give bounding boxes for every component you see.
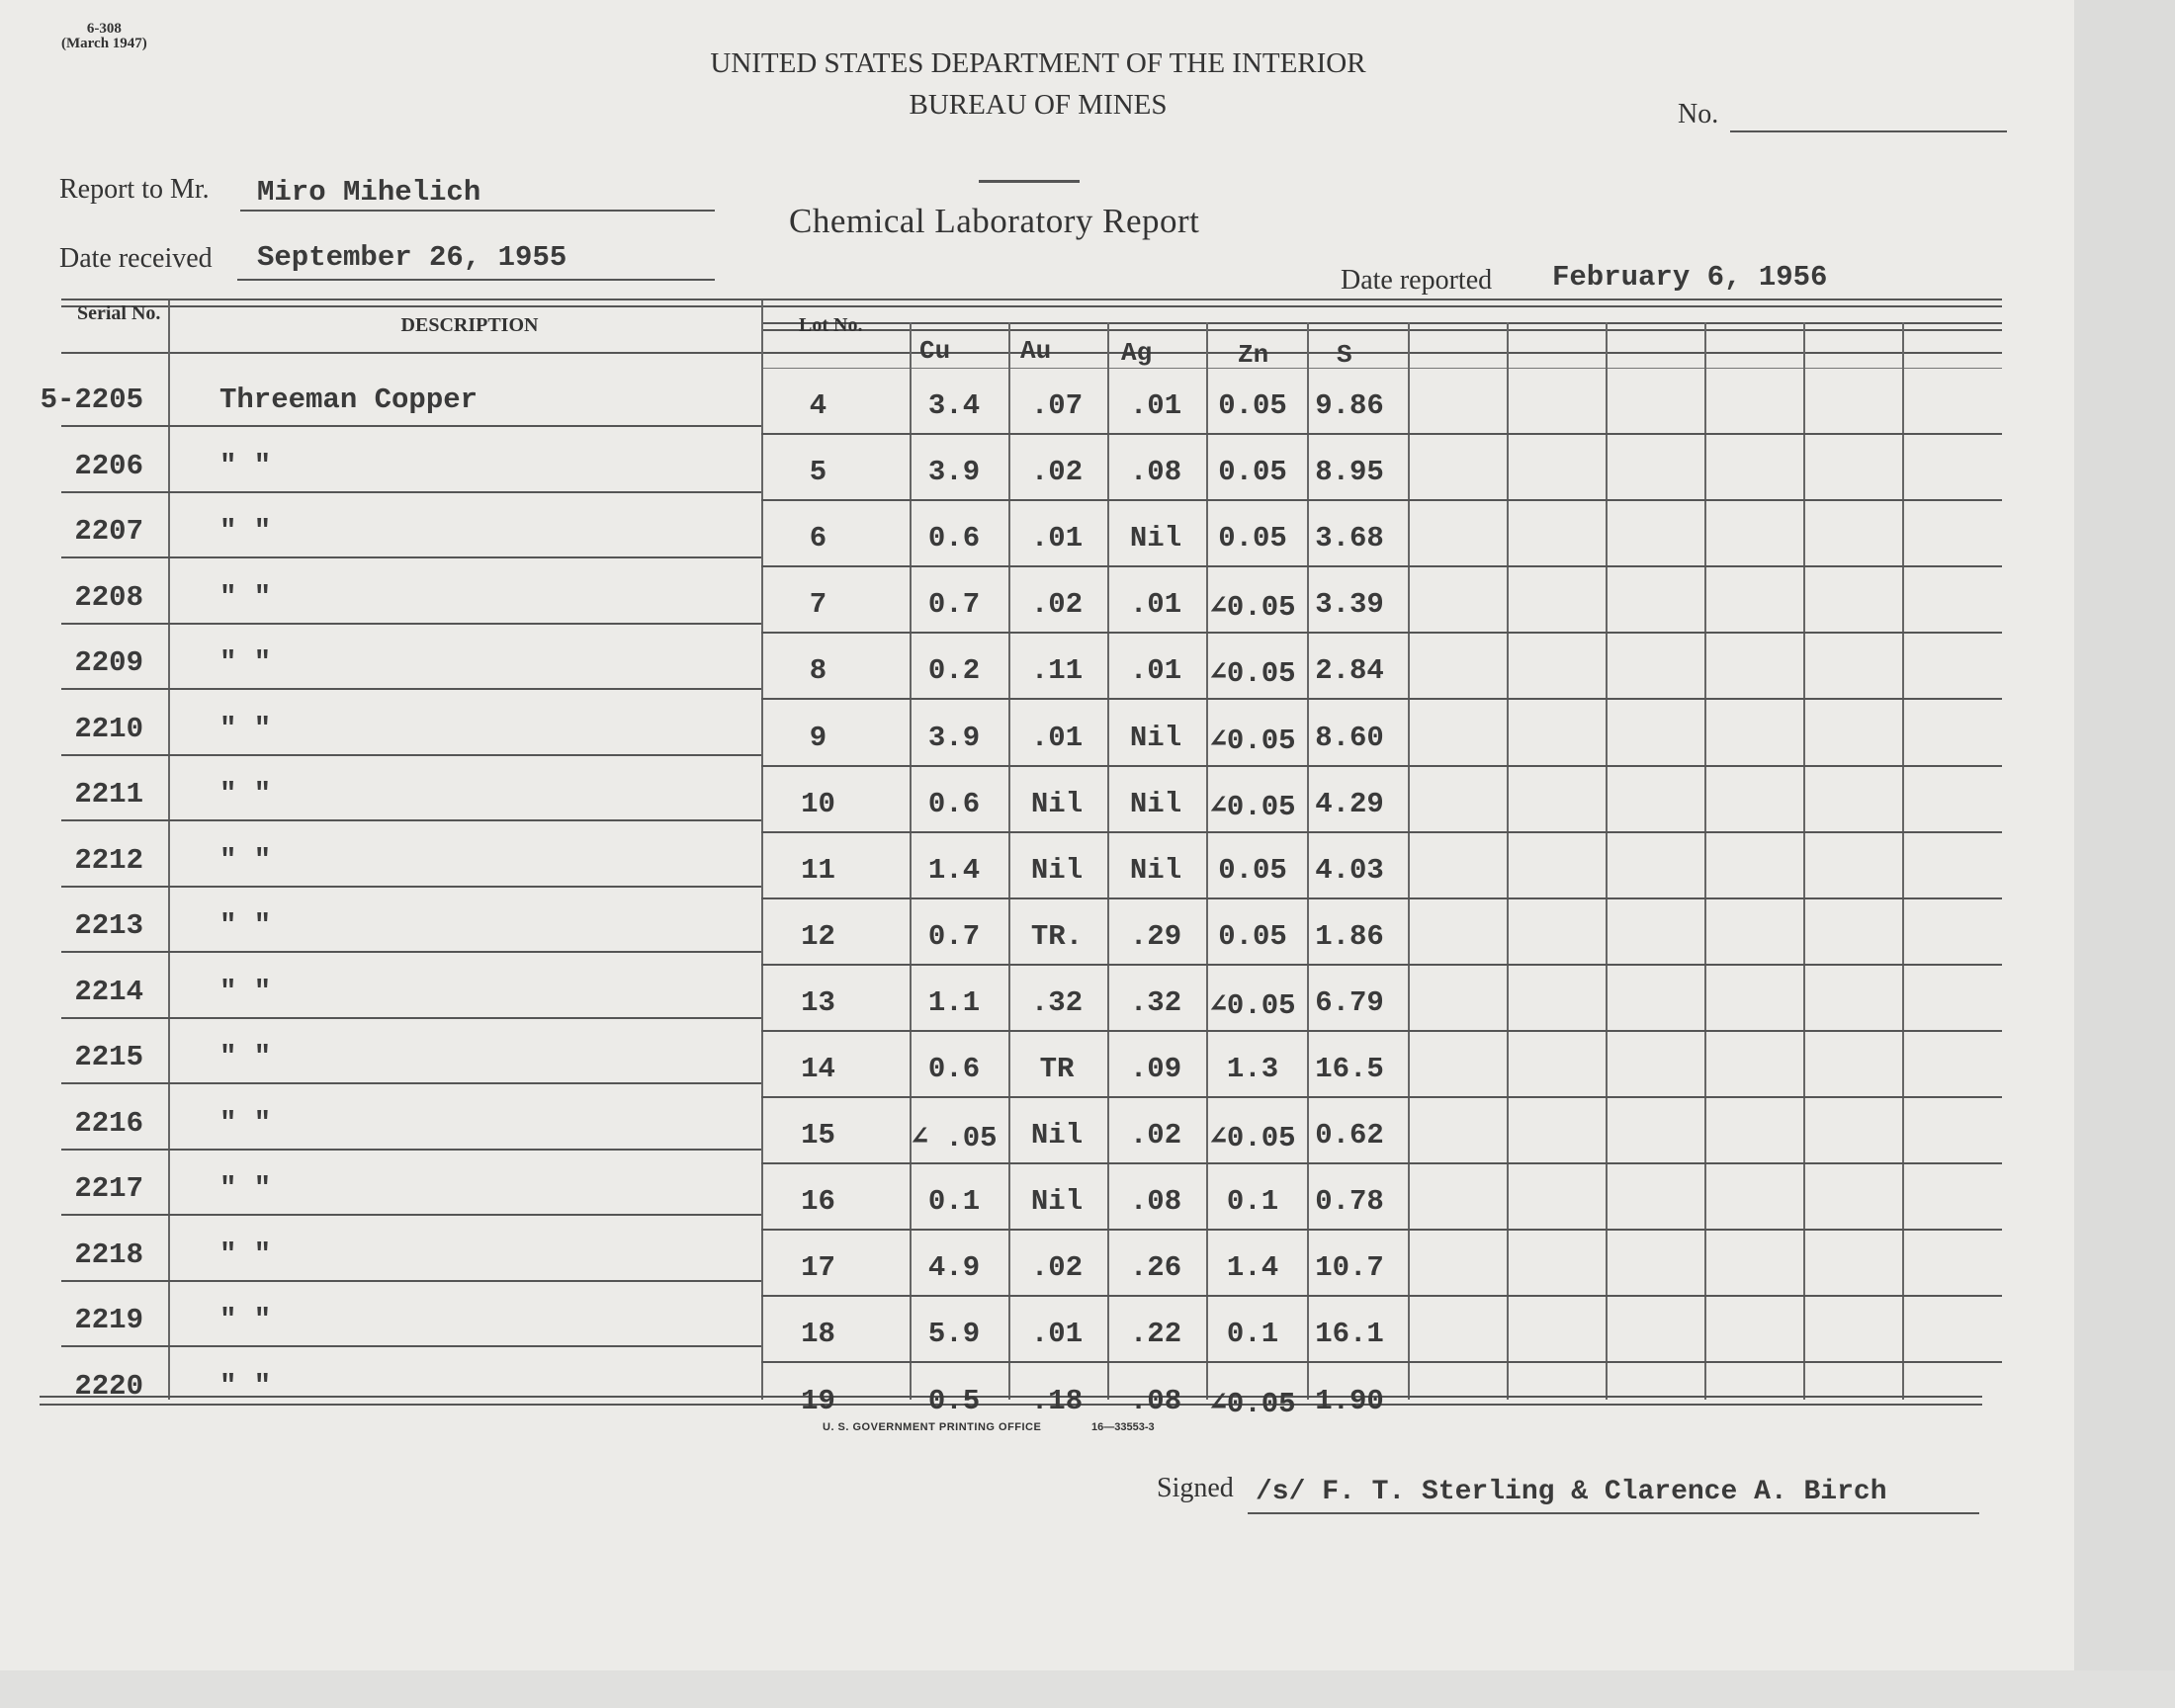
cell-ag: .01 — [1129, 654, 1182, 688]
row-rule-right — [761, 1162, 2002, 1164]
cell-description: " " — [219, 712, 272, 745]
cell-ag: .22 — [1129, 1318, 1182, 1351]
cell-cu: 0.5 — [927, 1384, 981, 1417]
cell-zn: 0.05 — [1218, 522, 1287, 555]
row-rule-left — [61, 1149, 761, 1151]
cell-au: .01 — [1030, 721, 1084, 754]
cell-serial: 2219 — [74, 1304, 143, 1336]
cell-au: TR — [1039, 1053, 1075, 1085]
cell-description: " " — [219, 515, 272, 548]
cell-description: " " — [219, 449, 272, 482]
cell-s: 3.68 — [1315, 522, 1384, 555]
date-reported-value: February 6, 1956 — [1552, 261, 1828, 294]
title-rule — [979, 180, 1080, 183]
col-divider-blank-2 — [1606, 322, 1608, 1400]
date-reported-label: Date reported — [1341, 265, 1493, 296]
cell-au: Nil — [1030, 853, 1084, 887]
row-rule-right — [761, 499, 2002, 501]
cell-s: 8.60 — [1315, 721, 1384, 754]
cell-au: Nil — [1030, 1185, 1084, 1219]
cell-lot: 10 — [801, 787, 835, 820]
cell-au: .02 — [1030, 456, 1084, 489]
cell-au: .02 — [1030, 1251, 1084, 1285]
cell-au: .32 — [1030, 985, 1084, 1019]
cell-ag: .01 — [1129, 588, 1182, 622]
cell-lot: 14 — [801, 1053, 835, 1085]
cell-au: TR. — [1030, 919, 1084, 953]
row-rule-right — [761, 1361, 2002, 1363]
header-au: Au — [1020, 336, 1052, 366]
cell-ag: .01 — [1129, 389, 1182, 422]
cell-serial: 2211 — [74, 778, 143, 811]
form-edition: (March 1947) — [61, 36, 147, 51]
report-title: Chemical Laboratory Report — [789, 202, 1200, 240]
cell-lot: 18 — [801, 1318, 835, 1351]
col-divider-blank-4 — [1803, 322, 1805, 1400]
cell-description: " " — [219, 1238, 272, 1271]
cell-cu: 0.6 — [927, 787, 981, 820]
cell-serial: 2220 — [74, 1369, 143, 1403]
header-bottom-rule-right — [761, 368, 2002, 369]
col-divider-description — [761, 300, 763, 1400]
cell-ag: Nil — [1129, 853, 1182, 887]
row-rule-left — [61, 951, 761, 953]
report-to-value: Miro Mihelich — [257, 176, 481, 209]
row-rule-left — [61, 1345, 761, 1347]
header-zn: Zn — [1238, 340, 1269, 370]
cell-lot: 19 — [801, 1384, 835, 1417]
cell-zn: 1.3 — [1226, 1053, 1279, 1085]
cell-au: Nil — [1030, 1119, 1084, 1153]
signed-label: Signed — [1157, 1473, 1234, 1503]
cell-zn: ∠0.05 — [1209, 1122, 1296, 1155]
cell-ag: Nil — [1129, 787, 1182, 820]
cell-ag: .29 — [1129, 919, 1182, 953]
cell-zn: 0.05 — [1218, 389, 1287, 422]
header-serial-no: Serial No. — [77, 302, 161, 324]
cell-lot: 7 — [809, 588, 827, 622]
report-to-line — [240, 210, 715, 212]
cell-description: " " — [219, 1369, 272, 1403]
cell-serial: 2208 — [74, 580, 143, 614]
cell-cu: 0.6 — [927, 1053, 981, 1085]
cell-au: .07 — [1030, 389, 1084, 422]
cell-cu: 0.2 — [927, 654, 981, 688]
cell-au: .01 — [1030, 1318, 1084, 1351]
row-rule-right — [761, 765, 2002, 767]
cell-lot: 11 — [801, 853, 835, 887]
col-divider-serial — [168, 300, 170, 1400]
cell-ag: .08 — [1129, 1384, 1182, 1417]
cell-s: 4.03 — [1315, 853, 1384, 887]
cell-cu: 0.1 — [927, 1185, 981, 1219]
cell-lot: 17 — [801, 1251, 835, 1285]
cell-description: " " — [219, 778, 272, 811]
col-divider-blank-5 — [1902, 322, 1904, 1400]
cell-au: Nil — [1030, 787, 1084, 820]
header-s: S — [1337, 340, 1352, 370]
row-rule-right — [761, 1030, 2002, 1032]
cell-zn: ∠0.05 — [1209, 790, 1296, 823]
no-field-line — [1730, 130, 2007, 132]
cell-zn: 0.05 — [1218, 456, 1287, 489]
cell-au: .02 — [1030, 588, 1084, 622]
cell-description: Threeman Copper — [219, 384, 478, 416]
cell-ag: .32 — [1129, 985, 1182, 1019]
cell-s: 6.79 — [1315, 985, 1384, 1019]
cell-cu: 0.7 — [927, 588, 981, 622]
cell-cu: 4.9 — [927, 1251, 981, 1285]
bureau-name: BUREAU OF MINES — [909, 89, 1168, 121]
cell-description: " " — [219, 580, 272, 614]
cell-s: 3.39 — [1315, 588, 1384, 622]
cell-au: .01 — [1030, 522, 1084, 555]
header-ag: Ag — [1121, 338, 1153, 368]
cell-s: 8.95 — [1315, 456, 1384, 489]
cell-cu: 0.7 — [927, 919, 981, 953]
cell-s: 1.86 — [1315, 919, 1384, 953]
printer-imprint: U. S. GOVERNMENT PRINTING OFFICE — [823, 1421, 1042, 1433]
row-rule-right — [761, 433, 2002, 435]
cell-s: 4.29 — [1315, 787, 1384, 820]
header-cu: Cu — [919, 336, 951, 366]
row-rule-left — [61, 1214, 761, 1216]
cell-ag: .08 — [1129, 456, 1182, 489]
cell-cu: 0.6 — [927, 522, 981, 555]
cell-zn: 0.1 — [1226, 1185, 1279, 1219]
row-rule-left — [61, 425, 761, 427]
cell-s: 16.5 — [1315, 1053, 1384, 1085]
table-top-rule-2 — [61, 305, 2002, 307]
cell-ag: .26 — [1129, 1251, 1182, 1285]
cell-cu: 3.9 — [927, 721, 981, 754]
row-rule-right — [761, 1295, 2002, 1297]
cell-lot: 13 — [801, 985, 835, 1019]
cell-serial: 2218 — [74, 1238, 143, 1271]
cell-lot: 12 — [801, 919, 835, 953]
cell-description: " " — [219, 1106, 272, 1140]
form-number: 6-308 — [86, 21, 122, 37]
cell-serial: 2206 — [74, 449, 143, 482]
cell-cu: 1.1 — [927, 985, 981, 1019]
page-bottom-edge — [0, 1670, 2175, 1708]
signed-value: /s/ F. T. Sterling & Clarence A. Birch — [1256, 1477, 1887, 1507]
cell-description: " " — [219, 975, 272, 1008]
cell-s: 2.84 — [1315, 654, 1384, 688]
row-rule-left — [61, 754, 761, 756]
cell-description: " " — [219, 909, 272, 942]
cell-ag: Nil — [1129, 522, 1182, 555]
date-received-label: Date received — [59, 243, 213, 274]
cell-serial: 2212 — [74, 843, 143, 877]
cell-cu: 3.4 — [927, 389, 981, 422]
row-rule-left — [61, 491, 761, 493]
date-received-line — [237, 279, 715, 281]
cell-serial: 5-2205 — [40, 384, 143, 416]
cell-zn: 0.05 — [1218, 919, 1287, 953]
row-rule-left — [61, 1082, 761, 1084]
cell-au: .11 — [1030, 654, 1084, 688]
cell-lot: 8 — [809, 654, 827, 688]
cell-zn: ∠0.05 — [1209, 657, 1296, 691]
cell-serial: 2214 — [74, 975, 143, 1008]
cell-s: 0.78 — [1315, 1185, 1384, 1219]
cell-s: 10.7 — [1315, 1251, 1384, 1285]
row-rule-left — [61, 688, 761, 690]
no-label: No. — [1678, 99, 1719, 129]
cell-serial: 2209 — [74, 646, 143, 679]
cell-description: " " — [219, 1041, 272, 1073]
signed-line — [1248, 1512, 1979, 1514]
cell-ag: .02 — [1129, 1119, 1182, 1153]
printer-code: 16—33553-3 — [1091, 1421, 1155, 1433]
header-lot-no: Lot No. — [799, 314, 863, 336]
page-edge — [2074, 0, 2175, 1708]
cell-serial: 2213 — [74, 909, 143, 942]
cell-s: 0.62 — [1315, 1119, 1384, 1153]
row-rule-right — [761, 897, 2002, 899]
col-divider-blank-3 — [1704, 322, 1706, 1400]
col-divider-s — [1408, 322, 1410, 1400]
cell-s: 1.90 — [1315, 1384, 1384, 1417]
cell-cu: 1.4 — [927, 853, 981, 887]
row-rule-right — [761, 1229, 2002, 1231]
cell-lot: 15 — [801, 1119, 835, 1153]
cell-zn: ∠0.05 — [1209, 724, 1296, 757]
cell-serial: 2216 — [74, 1106, 143, 1140]
date-received-value: September 26, 1955 — [257, 241, 567, 274]
row-rule-right — [761, 964, 2002, 966]
cell-cu: 3.9 — [927, 456, 981, 489]
cell-serial: 2207 — [74, 515, 143, 548]
cell-description: " " — [219, 1304, 272, 1336]
row-rule-left — [61, 623, 761, 625]
row-rule-left — [61, 556, 761, 558]
cell-serial: 2217 — [74, 1172, 143, 1205]
cell-cu: ∠ .05 — [911, 1122, 998, 1155]
cell-ag: Nil — [1129, 721, 1182, 754]
cell-lot: 16 — [801, 1185, 835, 1219]
cell-zn: 0.1 — [1226, 1318, 1279, 1351]
col-divider-blank-1 — [1507, 322, 1509, 1400]
row-rule-right — [761, 698, 2002, 700]
cell-lot: 5 — [809, 456, 827, 489]
cell-ag: .09 — [1129, 1053, 1182, 1085]
header-description: DESCRIPTION — [400, 314, 539, 336]
cell-lot: 6 — [809, 522, 827, 555]
row-rule-left — [61, 1017, 761, 1019]
cell-zn: 1.4 — [1226, 1251, 1279, 1285]
cell-serial: 2215 — [74, 1041, 143, 1073]
cell-zn: ∠0.05 — [1209, 988, 1296, 1022]
cell-serial: 2210 — [74, 712, 143, 745]
agency-name: UNITED STATES DEPARTMENT OF THE INTERIOR — [710, 47, 1366, 79]
table-top-rule — [61, 299, 2002, 300]
cell-description: " " — [219, 843, 272, 877]
cell-cu: 5.9 — [927, 1318, 981, 1351]
cell-zn: ∠0.05 — [1209, 1387, 1296, 1420]
row-rule-left — [61, 819, 761, 821]
cell-lot: 9 — [809, 721, 827, 754]
cell-s: 9.86 — [1315, 389, 1384, 422]
cell-zn: ∠0.05 — [1209, 591, 1296, 625]
header-rule-right-2 — [761, 329, 2002, 331]
cell-lot: 4 — [809, 389, 827, 422]
cell-description: " " — [219, 646, 272, 679]
cell-description: " " — [219, 1172, 272, 1205]
header-rule-right — [761, 322, 2002, 324]
report-to-label: Report to Mr. — [59, 174, 210, 205]
row-rule-left — [61, 886, 761, 888]
cell-au: .18 — [1030, 1384, 1084, 1417]
cell-s: 16.1 — [1315, 1318, 1384, 1351]
row-rule-right — [761, 831, 2002, 833]
row-rule-right — [761, 632, 2002, 634]
row-rule-left — [61, 1280, 761, 1282]
cell-ag: .08 — [1129, 1185, 1182, 1219]
row-rule-right — [761, 565, 2002, 567]
cell-zn: 0.05 — [1218, 853, 1287, 887]
row-rule-right — [761, 1096, 2002, 1098]
